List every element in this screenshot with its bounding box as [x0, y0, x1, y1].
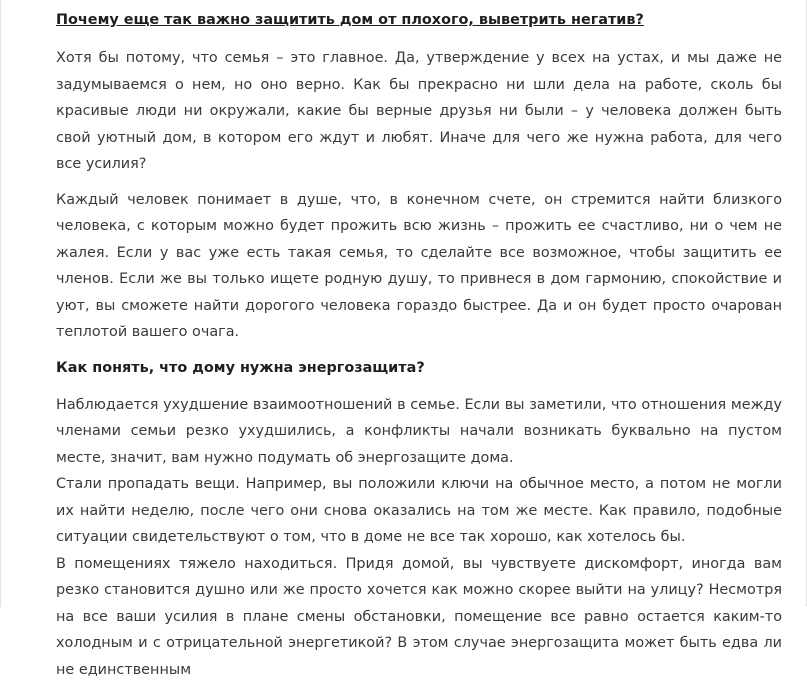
section-heading-why-protect: Почему еще так важно защитить дом от плохого, выветрить негатив?: [56, 8, 782, 32]
article-body: [56, 8, 782, 683]
section-heading-how-to-know: Как понять, что дому нужна энергозащита?: [56, 356, 782, 380]
paragraph-heavy-rooms: В помещениях тяжело находиться. Придя домой, вы чувствуете дискомфорт, иногда вам резко становится душно или же просто хочется как можно скорее выйти на улицу? Несмотря на все ваши усилия в плане смены обстановки, помещение все равно остается каким-то холодным и с отрицательной энергетикой? В этом случае энергозащита может быть едва ли не единственным: [56, 551, 782, 683]
paragraph-missing-things: Стали пропадать вещи. Например, вы положили ключи на обычное место, а потом не могли их найти неделю, после чего они снова оказались на том же месте. Как правило, подобные ситуации свидетельствуют о том, что в доме не все так хорошо, как хотелось бы.: [56, 471, 782, 551]
paragraph-close-person: Каждый человек понимает в душе, что, в конечном счете, он стремится найти близкого человека, с которым можно будет прожить всю жизнь – прожить ее счастливо, ни о чем не жалея. Если у вас уже есть такая семья, то сделайте все возможное, чтобы защитить ее членов. Если же вы только ищете родную душу, то привнеся в дом гармонию, спокойствие и уют, вы сможете найти дорогого человека гораздо быстрее. Да и он будет просто очарован теплотой вашего очага.: [56, 187, 782, 346]
paragraph-family-importance: Хотя бы потому, что семья – это главное. Да, утверждение у всех на устах, и мы даже не задумываемся о нем, но оно верно. Как бы прекрасно ни шли дела на работе, сколь бы красивые люди ни окружали, какие бы верные друзья ни были – у человека должен быть свой уютный дом, в котором его ждут и любят. Иначе для чего же нужна работа, для чего все усилия?: [56, 45, 782, 178]
paragraph-relationships: Наблюдается ухудшение взаимоотношений в семье. Если вы заметили, что отношения между членами семьи резко ухудшились, а конфликты начали возникать буквально на пустом месте, значит, вам нужно подумать об энергозащите дома.: [56, 392, 782, 472]
